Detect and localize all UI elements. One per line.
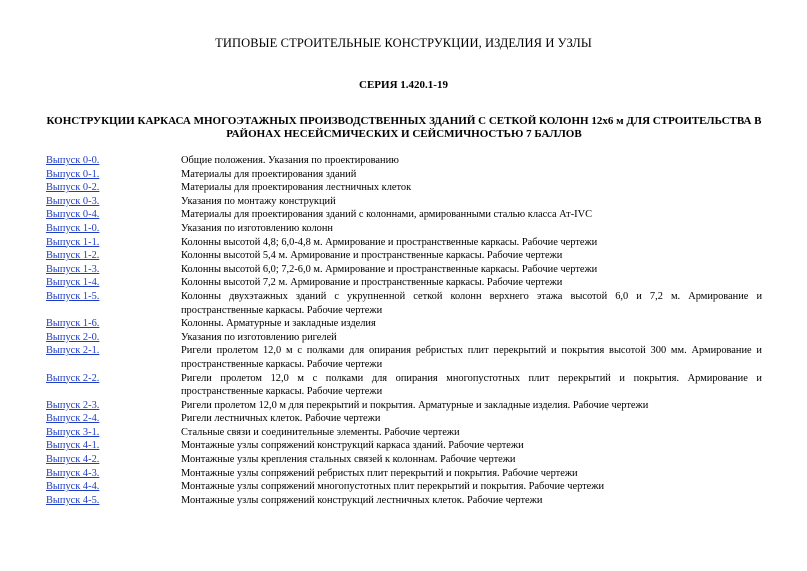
- list-item: [46, 208, 762, 222]
- issue-link[interactable]: Выпуск 4-1.: [46, 440, 100, 452]
- list-item: [46, 168, 762, 182]
- issue-description: Колонны высотой 7,2 м. Армирование и пространственные каркасы. Рабочие чертежи: [181, 277, 563, 289]
- issue-description: Колонны. Арматурные и закладные изделия: [181, 318, 376, 330]
- issue-link[interactable]: Выпуск 2-3.: [46, 399, 100, 411]
- issue-description: Монтажные узлы крепления стальных связей к колоннам. Рабочие чертежи: [181, 454, 516, 466]
- issue-description: Ригели лестничных клеток. Рабочие чертежи: [181, 413, 381, 425]
- list-item: [46, 467, 762, 481]
- issue-description: Колонны высотой 6,0; 7,2-6,0 м. Армирование и пространственные каркасы. Рабочие чертежи: [181, 263, 598, 275]
- issue-link[interactable]: Выпуск 1-0.: [46, 222, 100, 234]
- list-item: [46, 412, 762, 426]
- issue-description: Ригели пролетом 12,0 м с полками для опирания ребристых плит перекрытий и покрытия высотой 300 мм. Армирование и пространственные каркасы. Рабочие чертежи: [181, 345, 762, 370]
- list-item: [46, 331, 762, 345]
- issue-description: Материалы для проектирования лестничных клеток: [181, 182, 412, 194]
- issue-link[interactable]: Выпуск 2-4.: [46, 413, 100, 425]
- issue-link[interactable]: Выпуск 0-2.: [46, 182, 100, 194]
- issue-description: Монтажные узлы сопряжений многопустотных плит перекрытий и покрытия. Рабочие чертежи: [181, 481, 605, 493]
- list-item: [46, 249, 762, 263]
- list-item: [46, 426, 762, 440]
- issue-link[interactable]: Выпуск 4-4.: [46, 481, 100, 493]
- list-item: [46, 276, 762, 290]
- list-item: [46, 372, 762, 399]
- issue-link[interactable]: Выпуск 0-3.: [46, 195, 100, 207]
- list-item: [46, 195, 762, 209]
- issues-list: [46, 154, 762, 507]
- list-item: [46, 181, 762, 195]
- issue-link[interactable]: Выпуск 4-3.: [46, 467, 100, 479]
- issue-link[interactable]: Выпуск 3-1.: [46, 426, 100, 438]
- issue-description: Монтажные узлы сопряжений конструкций каркаса зданий. Рабочие чертежи: [181, 440, 524, 452]
- issue-link[interactable]: Выпуск 1-1.: [46, 236, 100, 248]
- list-item: [46, 154, 762, 168]
- issue-link[interactable]: Выпуск 1-3.: [46, 263, 100, 275]
- issue-description: Колонны высотой 5,4 м. Армирование и пространственные каркасы. Рабочие чертежи: [181, 250, 563, 262]
- issue-description: Монтажные узлы сопряжений конструкций лестничных клеток. Рабочие чертежи: [181, 494, 543, 506]
- issue-link[interactable]: Выпуск 4-2.: [46, 454, 100, 466]
- issue-description: Монтажные узлы сопряжений ребристых плит перекрытий и покрытия. Рабочие чертежи: [181, 467, 578, 479]
- issue-description: Колонны высотой 4,8; 6,0-4,8 м. Армирование и пространственные каркасы. Рабочие чертежи: [181, 236, 598, 248]
- issue-description: Указания по изготовлению колонн: [181, 222, 333, 234]
- issue-link[interactable]: Выпуск 1-5.: [46, 290, 100, 302]
- list-item: [46, 317, 762, 331]
- issue-description: Колонны двухэтажных зданий с укрупненной сеткой колонн верхнего этажа высотой 6,0 и 7,2 м. Армирование и пространственные каркасы. Рабочие чертежи: [181, 290, 762, 316]
- issue-description: Указания по монтажу конструкций: [181, 195, 336, 207]
- issue-description: Указания по изготовлению ригелей: [181, 331, 337, 343]
- issue-description: Ригели пролетом 12,0 м для перекрытий и покрытия. Арматурные и закладные изделия. Рабочие чертежи: [181, 399, 649, 411]
- issue-link[interactable]: Выпуск 2-2.: [46, 372, 100, 384]
- issue-description: Материалы для проектирования зданий: [181, 168, 357, 180]
- list-item: [46, 344, 762, 371]
- list-item: [46, 494, 762, 508]
- issue-link[interactable]: Выпуск 1-2.: [46, 250, 100, 262]
- list-item: [46, 236, 762, 250]
- list-item: [46, 290, 762, 317]
- list-item: [46, 222, 762, 236]
- list-item: [46, 480, 762, 494]
- issue-description: Стальные связи и соединительные элементы. Рабочие чертежи: [181, 426, 460, 438]
- list-item: [46, 399, 762, 413]
- series-number: СЕРИЯ 1.420.1-19: [359, 79, 448, 91]
- document-title: КОНСТРУКЦИИ КАРКАСА МНОГОЭТАЖНЫХ ПРОИЗВОДСТВЕННЫХ ЗДАНИЙ С СЕТКОЙ КОЛОНН 12х6 м ДЛЯ СТРОИТЕЛЬСТВА В РАЙОНАХ НЕСЕЙСМИЧЕСКИХ И СЕЙСМИЧНОСТЬЮ 7 БАЛЛОВ: [46, 115, 762, 140]
- issue-link[interactable]: Выпуск 2-1.: [46, 345, 100, 357]
- document-header: ТИПОВЫЕ СТРОИТЕЛЬНЫЕ КОНСТРУКЦИИ, ИЗДЕЛИЯ И УЗЛЫ: [215, 36, 592, 50]
- issue-link[interactable]: Выпуск 1-4.: [46, 277, 100, 289]
- issue-link[interactable]: Выпуск 0-0.: [46, 155, 100, 166]
- issue-link[interactable]: Выпуск 1-6.: [46, 318, 100, 330]
- issue-description: Общие положения. Указания по проектированию: [181, 155, 399, 166]
- issue-description: Материалы для проектирования зданий с колоннами, армированными сталью класса Ат-IVC: [181, 209, 593, 221]
- list-item: [46, 453, 762, 467]
- list-item: [46, 263, 762, 277]
- issue-link[interactable]: Выпуск 2-0.: [46, 331, 100, 343]
- issue-link[interactable]: Выпуск 0-4.: [46, 209, 100, 221]
- issue-link[interactable]: Выпуск 4-5.: [46, 494, 100, 506]
- list-item: [46, 439, 762, 453]
- issue-description: Ригели пролетом 12,0 м с полками для опирания многопустотных плит перекрытий и покрытия. Армирование и пространственные каркасы. Рабочие чертежи: [181, 372, 762, 398]
- issue-link[interactable]: Выпуск 0-1.: [46, 168, 100, 180]
